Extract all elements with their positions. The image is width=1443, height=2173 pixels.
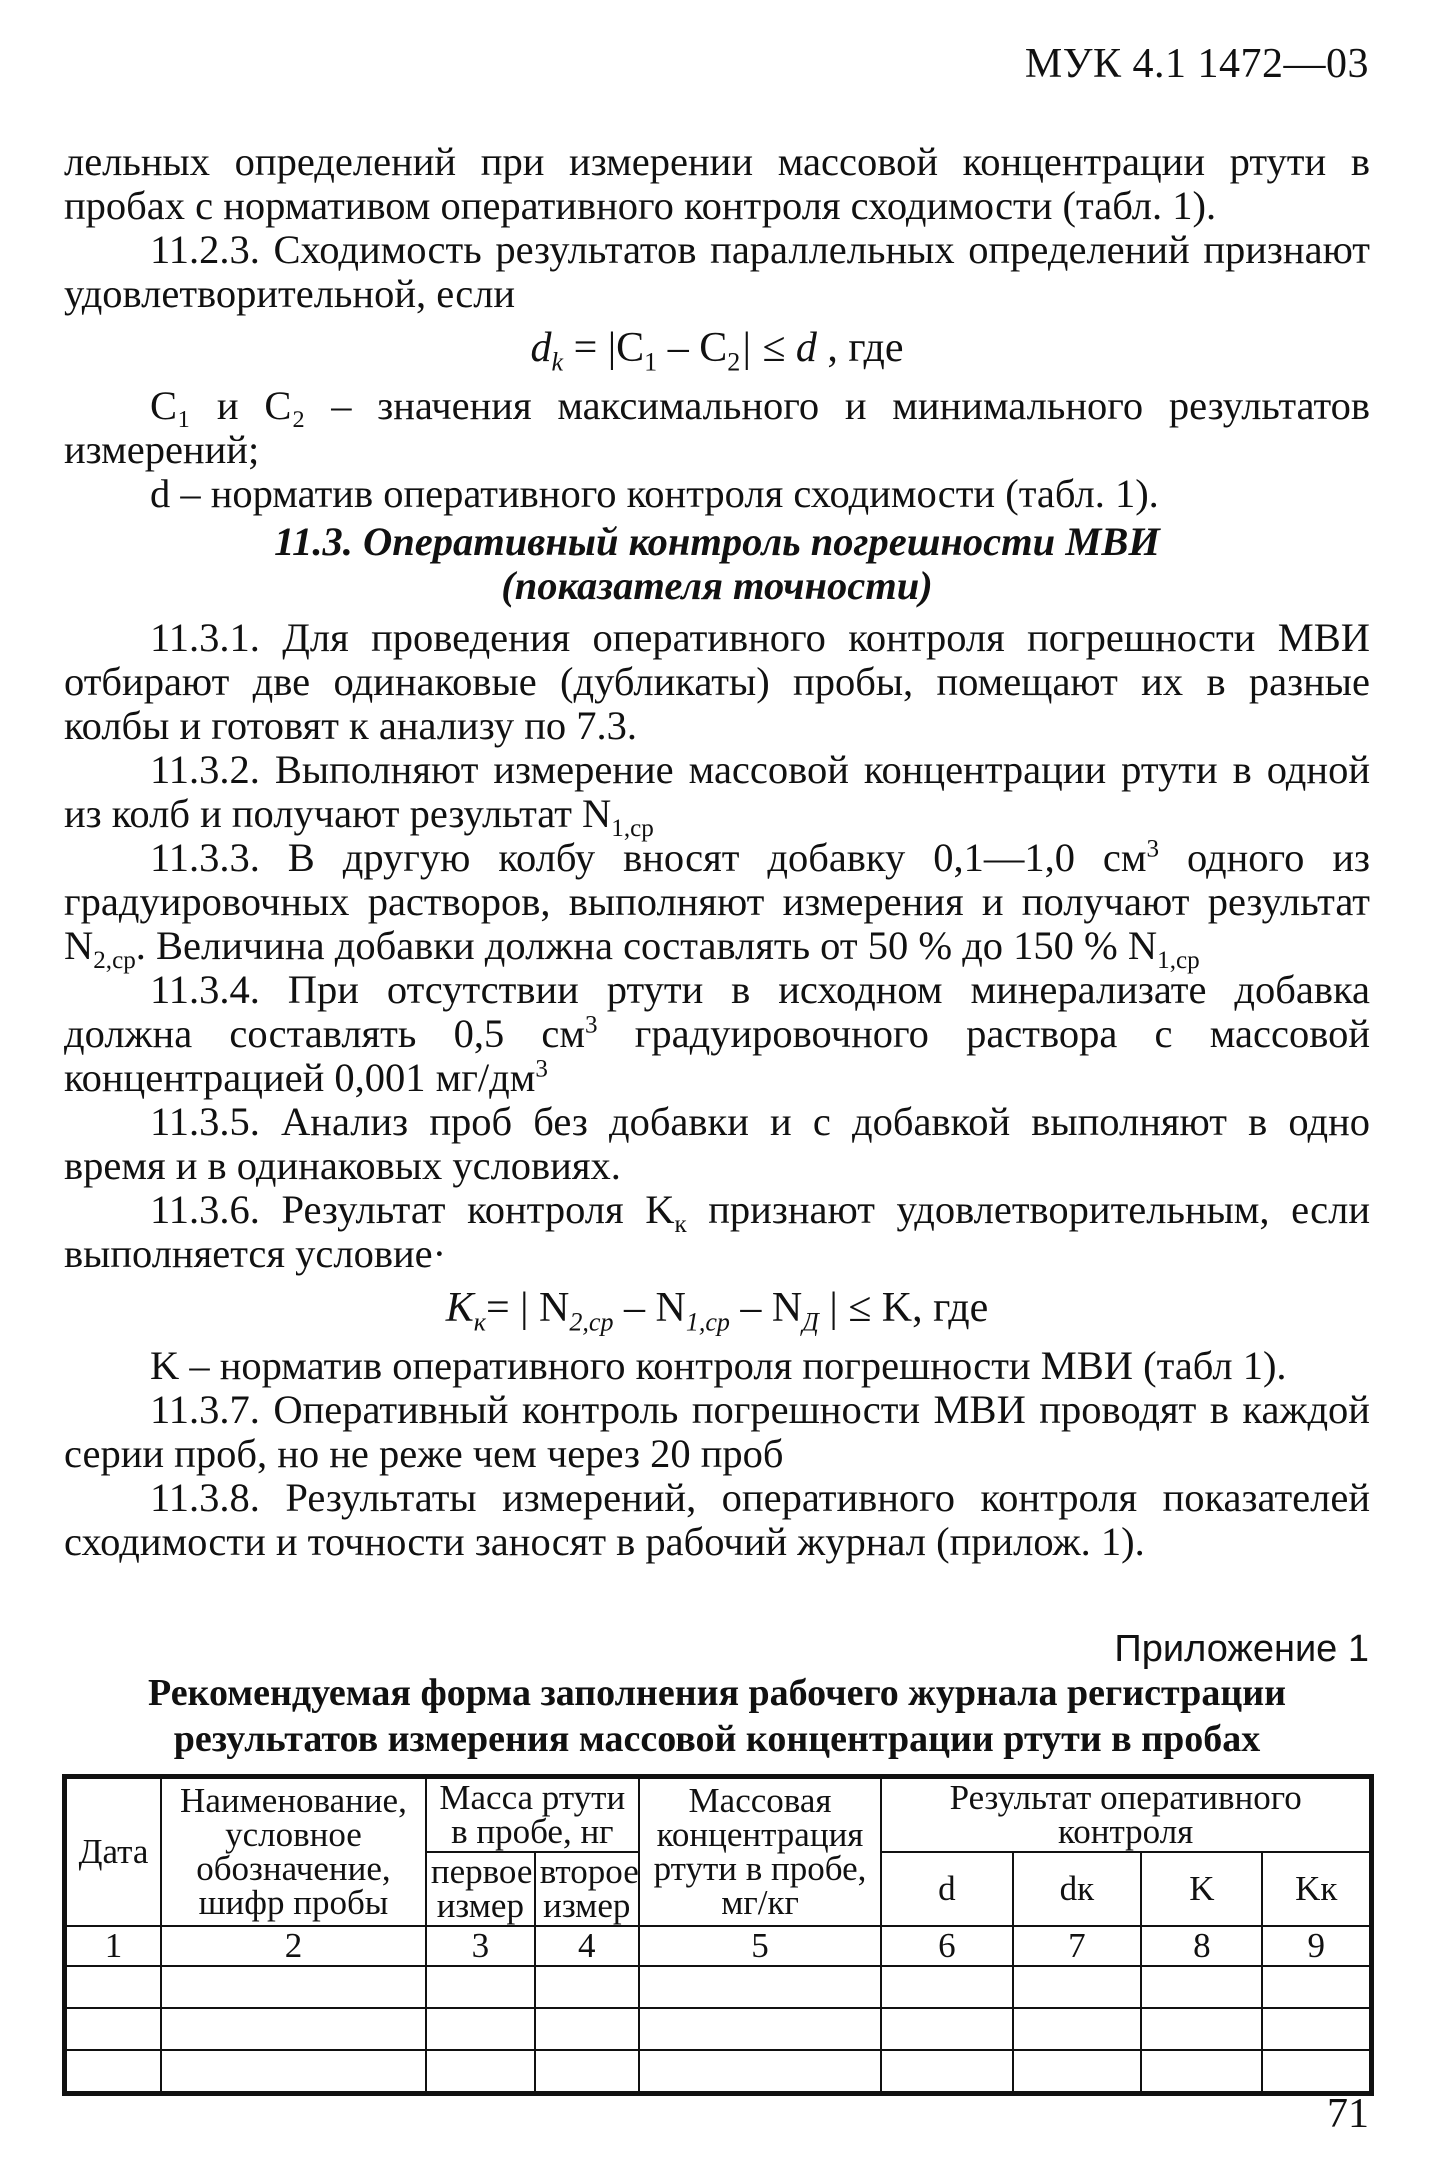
formula-dk: d — [530, 325, 552, 371]
table-cell — [535, 2008, 639, 2050]
text-run: 11.3.3. В другую колбу вносят добавку 0,1—1,0 см — [150, 835, 1147, 880]
paragraph-11-2-3: 11.2.3. Сходимость результатов параллельных определений признают удовлетворительной, если — [64, 227, 1370, 316]
superscript: 3 — [535, 1055, 548, 1083]
paragraph-11-3-5: 11.3.5. Анализ проб без добавки и с добавкой выполняют в одно время и в одинаковых условиях. — [64, 1099, 1370, 1188]
table-cell — [161, 2008, 426, 2050]
table-cell — [639, 2008, 882, 2050]
formula-k-sub: к — [473, 1307, 486, 1337]
header-Kk: Kк — [1262, 1852, 1371, 1926]
column-number: 2 — [161, 1926, 426, 1966]
column-number: 9 — [1262, 1926, 1371, 1966]
formula-c2-sub: 2 — [727, 347, 741, 377]
paragraph-11-3-2 — [64, 747, 1370, 843]
appendix-title — [64, 1670, 1370, 1762]
text-run: . Величина добавки должна составлять от 50 % до 150 % N — [135, 923, 1158, 968]
formula-dk-sub: k — [551, 347, 564, 377]
header-sample-name: Наименование, условное обозначение, шифр пробы — [161, 1777, 426, 1927]
table-cell — [535, 2050, 639, 2094]
formula-part: = | N — [485, 1285, 570, 1331]
paragraph-c1-c2: C₁ и C₂ – значения максимального и минимального результатов измерений; — [64, 383, 1370, 472]
section-heading-11-3 — [64, 520, 1370, 608]
table-cell — [1262, 2050, 1371, 2094]
table-row — [65, 2008, 1372, 2050]
table-cell — [426, 2050, 535, 2094]
table-cell — [161, 2050, 426, 2094]
header-concentration: Массовая концентрация ртути в пробе, мг/кг — [639, 1777, 882, 1927]
formula-sub: Д — [802, 1307, 819, 1337]
table-cell — [161, 1966, 426, 2008]
superscript: 3 — [585, 1011, 598, 1039]
column-number: 4 — [535, 1926, 639, 1966]
formula-part: – N — [613, 1285, 686, 1331]
formula-part: – C — [657, 325, 728, 371]
table-cell — [639, 2050, 882, 2094]
table-cell — [1013, 2008, 1142, 2050]
subscript: 2,ср — [93, 947, 136, 975]
paragraph-11-3-8: 11.3.8. Результаты измерений, оперативного контроля показателей сходимости и точности заносят в рабочий журнал (прилож. 1). — [64, 1475, 1370, 1564]
header-first-measurement: первое измер — [426, 1852, 535, 1926]
text-run: 11.3.4. При отсутствии ртути в исходном минерализате добавка должна составлять 0,5 см — [64, 967, 1370, 1056]
header-second-measurement: второе измер — [535, 1852, 639, 1926]
subscript: 1,ср — [1157, 947, 1200, 975]
body-text — [64, 140, 1370, 1564]
text-run: признают удовлетворительным, если выполняется условие· — [64, 1187, 1370, 1276]
column-number: 7 — [1013, 1926, 1142, 1966]
appendix-label: Приложение 1 — [1114, 1628, 1369, 1670]
table-cell — [881, 1966, 1012, 2008]
appendix-title-line1: Рекомендуемая форма заполнения рабочего журнала регистрации — [147, 1672, 1286, 1714]
column-number: 8 — [1141, 1926, 1262, 1966]
header-control-result: Результат оперативного контроля — [881, 1777, 1371, 1853]
header-dk: dк — [1013, 1852, 1142, 1926]
table-cell — [1141, 1966, 1262, 2008]
table-cell — [1013, 2050, 1142, 2094]
table-cell — [65, 1966, 162, 2008]
paragraph-11-3-1: 11.3.1. Для проведения оперативного контроля погрешности МВИ отбирают две одинаковые (дубликаты) пробы, помещают их в разные колбы и готовят к анализу по 7.3. — [64, 615, 1370, 748]
table-row — [65, 2050, 1372, 2094]
formula-sub: 1,ср — [685, 1307, 730, 1337]
subscript: к — [674, 1211, 687, 1239]
paragraph-11-3-4 — [64, 968, 1370, 1100]
table-number-row — [65, 1926, 1372, 1966]
text-run: 11.3.6. Результат контроля K — [150, 1187, 675, 1232]
column-number: 6 — [881, 1926, 1012, 1966]
document-code-header: МУК 4.1 1472—03 — [1024, 41, 1369, 87]
table-cell — [881, 2008, 1012, 2050]
text-run: одного из градуировочных растворов, выполняют измерения и получают результат N — [64, 835, 1370, 968]
paragraph-11-3-6 — [64, 1188, 1370, 1276]
table-row — [65, 1966, 1372, 2008]
table-cell — [426, 1966, 535, 2008]
paragraph-11-3-7: 11.3.7. Оперативный контроль погрешности МВИ проводят в каждой серии проб, но не реже чем через 20 проб — [64, 1387, 1370, 1476]
page-number: 71 — [1327, 2091, 1369, 2137]
header-mercury-mass: Масса ртути в пробе, нг — [426, 1777, 639, 1853]
table-cell — [1262, 2008, 1371, 2050]
table-cell — [639, 1966, 882, 2008]
formula-sub: 2,ср — [569, 1307, 614, 1337]
subscript: 1,ср — [611, 815, 654, 843]
table-cell — [881, 2050, 1012, 2094]
header-d: d — [881, 1852, 1012, 1926]
table-cell — [426, 2008, 535, 2050]
table-cell — [1141, 2008, 1262, 2050]
table-cell — [65, 2050, 162, 2094]
section-heading-line2: (показателя точности) — [501, 563, 933, 608]
journal-table — [62, 1774, 1374, 2096]
column-number: 3 — [426, 1926, 535, 1966]
formula-part: | ≤ d — [740, 325, 817, 371]
table-cell — [535, 1966, 639, 2008]
section-heading-line1: 11.3. Оперативный контроль погрешности МВИ — [274, 519, 1160, 564]
column-number: 1 — [65, 1926, 162, 1966]
text-run: 11.3.2. Выполняют измерение массовой концентрации ртути в одной из колб и получают результат N — [64, 747, 1370, 836]
convergence-formula — [64, 325, 1370, 377]
formula-tail: | ≤ K, где — [818, 1285, 989, 1331]
header-date: Дата — [65, 1777, 162, 1927]
paragraph-11-3-3 — [64, 835, 1370, 975]
formula-c1-sub: 1 — [644, 347, 658, 377]
text-run: градуировочного раствора с массовой концентрацией 0,001 мг/дм — [64, 1011, 1370, 1100]
appendix-title-line2: результатов измерения массовой концентрации ртути в пробах — [173, 1718, 1261, 1760]
formula-k: K — [445, 1285, 474, 1331]
paragraph-d: d – норматив оперативного контроля сходимости (табл. 1). — [150, 471, 1159, 516]
table-header-row — [65, 1777, 1372, 1853]
table-cell — [1013, 1966, 1142, 2008]
paragraph-continuation: лельных определений при измерении массовой концентрации ртути в пробах с нормативом оперативного контроля сходимости (табл. 1). — [64, 139, 1370, 228]
header-K: K — [1141, 1852, 1262, 1926]
column-number: 5 — [639, 1926, 882, 1966]
accuracy-formula — [64, 1285, 1370, 1337]
superscript: 3 — [1146, 835, 1160, 863]
paragraph-k-norm: K – норматив оперативного контроля погрешности МВИ (табл 1). — [150, 1343, 1287, 1388]
formula-tail: , где — [816, 325, 904, 371]
table-cell — [1141, 2050, 1262, 2094]
formula-part: = |C — [563, 325, 645, 371]
table-cell — [1262, 1966, 1371, 2008]
table-cell — [65, 2008, 162, 2050]
formula-part: – N — [729, 1285, 803, 1331]
